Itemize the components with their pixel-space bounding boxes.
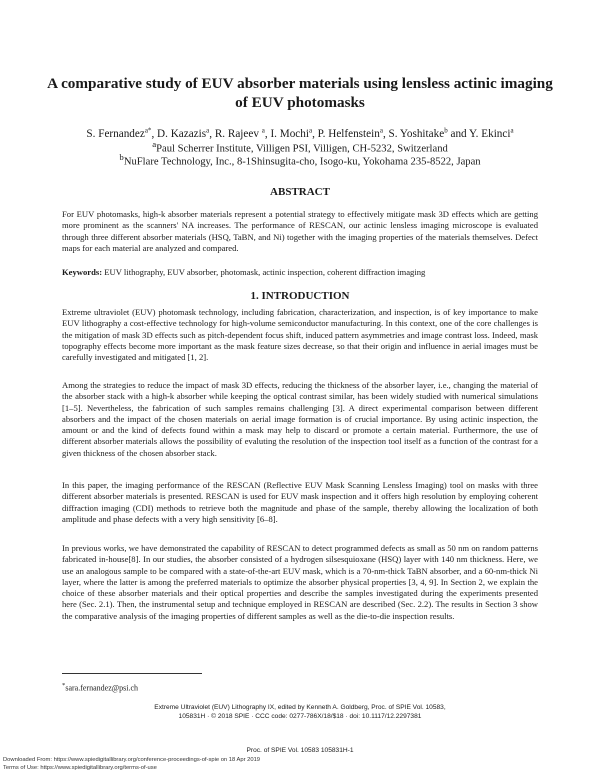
citation-line: Extreme Ultraviolet (EUV) Lithography IX, edited by Kenneth A. Goldberg, Proc. of SPIE Vol. 10583, — [154, 704, 446, 711]
author: S. Yoshitake$^b$ and — [388, 126, 470, 140]
abstract-text: For EUV photomasks, high-k absorber materials represent a potential strategy to effectively mitigate mask 3D effects which are getting more prominent as the scanners' NA increases. The performance of RESCAN, our actinic lensless imaging microscope is evaluated through three different absorber materials (HSQ, TaBN, and Ni) together with the imaging properties of the materials themselves. Defect maps for each material are analyzed and compared. — [62, 209, 538, 253]
keywords: Keywords: EUV lithography, EUV absorber, photomask, actinic inspection, coherent diffraction imaging — [62, 267, 426, 277]
abstract-heading: ABSTRACT — [270, 186, 330, 198]
intro-paragraph-1: Extreme ultraviolet (EUV) photomask technology, including fabrication, characterization, and inspection, is of key importance to make EUV lithography a cost-effective technology for high-volume semiconductor manufacturing. In this context, one of the core challenges is the mitigation of mask 3D effects such as pitch-dependent focus shift, induced pattern asymmetries and image contrast loss. Indeed, mask topography effects become more important as the mask feature sizes decrease, so that their origin and influence in aerial images must be carefully investigated and mitigated [1, 2]. — [62, 307, 538, 363]
citation-block — [90, 703, 510, 721]
author: R. Rajeev $^a$, — [214, 126, 271, 140]
author: P. Helfenstein$^a$, — [317, 126, 389, 140]
intro-paragraph-2: Among the strategies to reduce the impact of mask 3D effects, reducing the thickness of the absorber layer, i.e., changing the material of the absorber stack with a high-k absorber while keeping the optical contrast similar, has been widely studied with numerical simulations [1–5]. Nevertheless, the fabrication of such samples remains challenging [3]. A direct experimental comparison between different absorbers and the impact of the chosen materials on aerial image formation is of crucial importance. By using actinic inspection, the amount or and the kind of defects found within a mask may help to discard or promote a certain material. Furthermore, the use of different absorber materials allows the possibility of evaluting the resolution of the inspection tool itself as a function of the contrast for a given thickness of the chosen absorber stack. — [62, 380, 538, 458]
download-line[interactable]: Downloaded From: https://www.spiedigitallibrary.org/conference-proceedings-of-spie on 18 Apr 2019 — [3, 757, 261, 763]
section-heading-introduction: 1. INTRODUCTION — [250, 290, 350, 302]
download-notice — [3, 756, 260, 772]
author: S. Fernandez$^{a*}$, — [86, 126, 158, 140]
author: I. Mochi$^a$, — [270, 126, 318, 140]
intro-paragraph-3: In this paper, the imaging performance of the RESCAN (Reflective EUV Mask Scanning Lensless Imaging) tool on masks with three different absorber materials is presented. RESCAN is used for EUV mask inspection and it offers high resolution by employing coherent diffraction imaging (CDI) methods to retrieve both the magnitude and phase of the sample, thereby allowing the localization of both amplitude and phase defects with a very high sensitivity [6–8]. — [62, 480, 538, 524]
page-footer: Proc. of SPIE Vol. 10583 105831H-1 — [246, 747, 354, 754]
author: Y. Ekinci$^a$ — [469, 126, 514, 140]
author: D. Kazazis$^a$, — [157, 126, 215, 140]
affiliation-a: $^a$Paul Scherrer Institute, Villigen PSI, Villigen, CH-5232, Switzerland — [152, 139, 448, 155]
citation-line: 105831H · © 2018 SPIE · CCC code: 0277-786X/18/$18 · doi: 10.1117/12.2297381 — [178, 713, 422, 720]
footnote-email[interactable]: *sara.fernandez@psi.ch — [62, 682, 138, 693]
intro-paragraph-4: In previous works, we have demonstrated the capability of RESCAN to detect programmed defects as small as 50 nm on random patterns fabricated in-house[8]. In our studies, the absorber consisted of a hydrogen silsesquioxane (HSQ) layer with 140 nm thickness. Here, we use an analogous sample to be compared with a state-of-the-art EUV mask, which is a 70-nm-thick TaBN absorber, and a 60-nm-thick Ni layer, where the latter is among the preferred materials to optimize the absorber physical properties [3, 4, 9]. In Section 2, we explain the choice of these absorber materials and their optical properties and describe the samples investigated during the experiments presented here (Sec. 2.1). Then, the instrumental setup and technique employed in RESCAN are described (Sec. 2.2). The results in Section 3 show the comparative analysis of the imaging properties of different samples as well as the die-to-die inspection results. — [62, 543, 538, 621]
footnote-divider — [62, 673, 202, 674]
terms-line[interactable]: Terms of Use: https://www.spiedigitallibrary.org/terms-of-use — [3, 765, 157, 771]
affiliation-b: $^b$NuFlare Technology, Inc., 8-1Shinsugita-cho, Isogo-ku, Yokohama 235-8522, Japan — [119, 152, 481, 168]
paper-title: A comparative study of EUV absorber materials using lensless actinic imaging of EUV photomasks — [47, 75, 553, 111]
